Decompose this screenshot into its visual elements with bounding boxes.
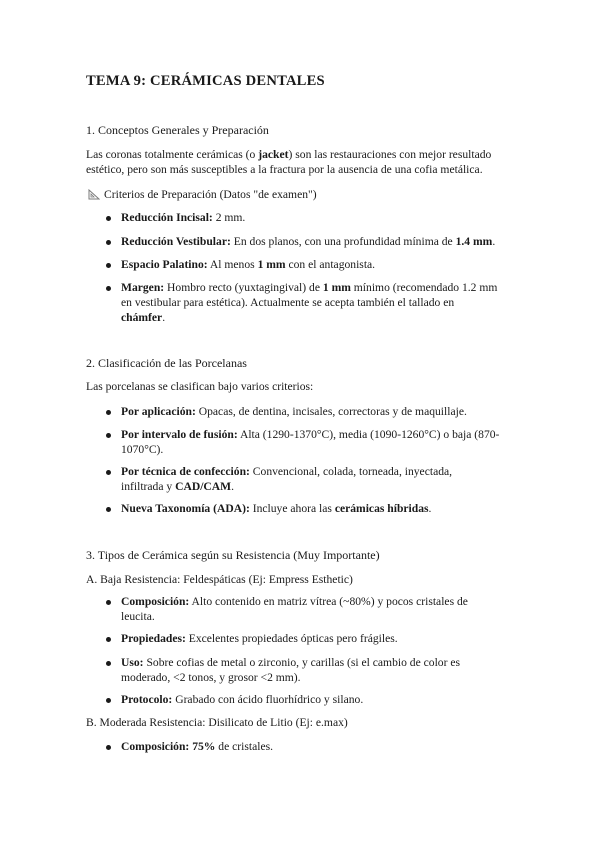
item-text: Alto contenido en matriz vítrea (~80%) y pocos cristales de leucita. (121, 595, 468, 623)
item-text: 2 mm. (212, 211, 246, 224)
bullet-dot (106, 286, 111, 291)
bullet-dot (106, 600, 111, 605)
item-text: En dos planos, con una profundidad mínima de (230, 235, 456, 248)
list-item (121, 501, 516, 516)
list-item (121, 692, 516, 707)
list-item (121, 464, 481, 494)
item-text: Excelentes propiedades ópticas pero frágiles. (185, 632, 398, 645)
item-bold: 1.4 mm (455, 235, 493, 248)
item-text: con el antagonista. (285, 258, 376, 271)
section-2-heading: 2. Clasificación de las Porcelanas (86, 356, 247, 370)
item-label: Nueva Taxonomía (ADA): (121, 502, 250, 515)
item-label: Espacio Palatino: (121, 258, 208, 271)
para-text: ) son las restauraciones con mejor resultado estético, pero son más susceptibles a la fractura por la ausencia de una cofia metálica. (86, 148, 492, 176)
item-label: Reducción Incisal: (121, 211, 213, 224)
item-text: . (428, 502, 432, 515)
bullet-dot (106, 470, 111, 475)
section-2-intro: Las porcelanas se clasifican bajo varios criterios: (86, 380, 314, 393)
list-item (121, 210, 516, 225)
list-item (121, 234, 516, 249)
bullet-dot (106, 661, 111, 666)
list-item (121, 427, 506, 457)
list-item (121, 280, 501, 325)
page-title: TEMA 9: CERÁMICAS DENTALES (86, 73, 325, 89)
item-text: . (162, 311, 166, 324)
list-item (121, 739, 516, 754)
item-bold: CAD/CAM (175, 480, 232, 493)
item-text: Grabado con ácido fluorhídrico y silano. (172, 693, 364, 706)
item-text: mínimo (recomendado 1.2 mm en vestibular para estética). Actualmente se acepta también el tallado en (121, 281, 498, 309)
section-3-heading: 3. Tipos de Cerámica según su Resistencia (Muy Importante) (86, 548, 380, 562)
item-text: Al menos (207, 258, 258, 271)
item-label: Uso: (121, 656, 144, 669)
item-text: . (492, 235, 496, 248)
bullet-dot (106, 216, 111, 221)
bullet-dot (106, 507, 111, 512)
item-text: Incluye ahora las (249, 502, 335, 515)
list-item (121, 594, 496, 624)
criteria-heading: Criterios de Preparación (Datos "de examen") (104, 188, 317, 201)
item-label: Por intervalo de fusión: (121, 428, 238, 441)
section-1-paragraph (86, 147, 516, 177)
item-text: Sobre cofias de metal o zirconio, y carillas (si el cambio de color es moderado, <2 tonos, y grosor <2 mm). (121, 656, 461, 684)
bullet-dot (106, 433, 111, 438)
list-item (121, 631, 516, 646)
bullet-dot (106, 745, 111, 750)
list-item (121, 257, 516, 272)
item-label: Propiedades: (121, 632, 186, 645)
item-label: Por aplicación: (121, 405, 196, 418)
list-item (121, 404, 516, 419)
item-text: . (231, 480, 235, 493)
subsection-a-heading: A. Baja Resistencia: Feldespáticas (Ej: Empress Esthetic) (86, 573, 353, 586)
para-text: Las coronas totalmente cerámicas (o (86, 148, 259, 161)
bullet-dot (106, 637, 111, 642)
item-text: de cristales. (215, 740, 273, 753)
item-label: Por técnica de confección: (121, 465, 250, 478)
list-item (121, 655, 501, 685)
item-label: Composición: (121, 740, 190, 753)
bullet-dot (106, 240, 111, 245)
bullet-dot (106, 410, 111, 415)
item-bold: 75% (192, 740, 216, 753)
item-bold: cerámicas híbridas (334, 502, 429, 515)
item-text: Hombro recto (yuxtagingival) de (164, 281, 323, 294)
item-text: Convencional, colada, torneada, inyectada, infiltrada y (121, 465, 453, 493)
item-bold: 1 mm (257, 258, 286, 271)
item-label: Protocolo: (121, 693, 173, 706)
bullet-dot (106, 263, 111, 268)
item-label: Composición: (121, 595, 190, 608)
item-bold: chámfer (121, 311, 163, 324)
bullet-dot (106, 698, 111, 703)
section-1-heading: 1. Conceptos Generales y Preparación (86, 123, 269, 137)
item-label: Reducción Vestibular: (121, 235, 231, 248)
item-bold: 1 mm (322, 281, 351, 294)
item-text: Alta (1290-1370°C), media (1090-1260°C) o baja (870-1070°C). (121, 428, 500, 456)
para-bold: jacket (258, 148, 289, 161)
set-square-icon (88, 189, 100, 200)
item-text: Opacas, de dentina, incisales, correctoras y de maquillaje. (195, 405, 467, 418)
item-label: Margen: (121, 281, 165, 294)
subsection-b-heading: B. Moderada Resistencia: Disilicato de Litio (Ej: e.max) (86, 716, 348, 729)
